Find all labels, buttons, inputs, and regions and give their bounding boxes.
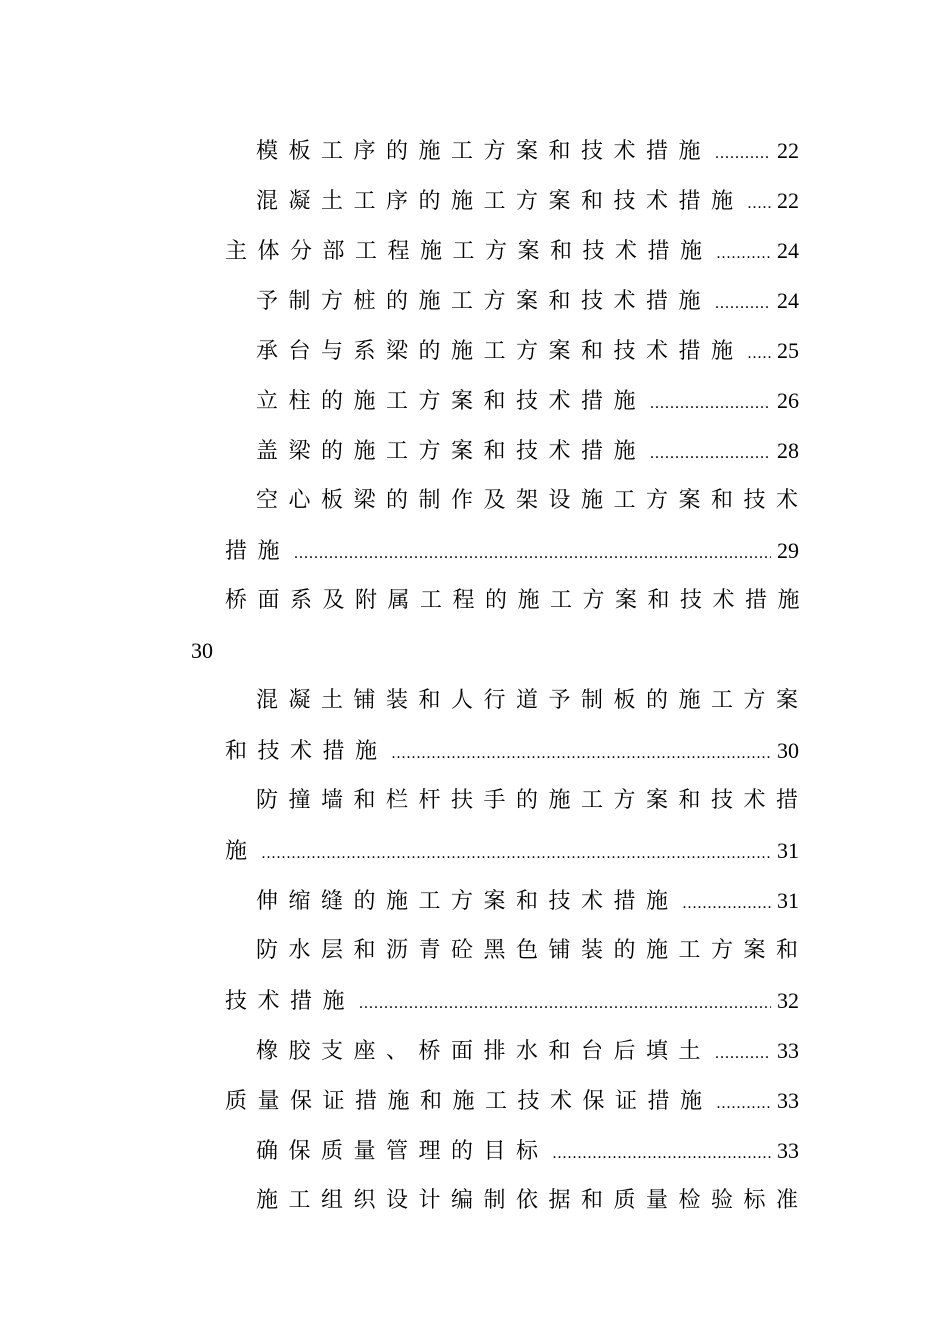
toc-entry-title: 盖梁的施工方案和技术措施 (256, 439, 647, 464)
dot-leader (392, 739, 771, 769)
toc-entry[interactable] (225, 1086, 799, 1116)
toc-entry-title: 橡胶支座、桥面排水和台后填土 (256, 1039, 712, 1064)
toc-page-number: 22 (777, 138, 799, 163)
toc-entry[interactable] (256, 336, 799, 366)
toc-entry-title: 立柱的施工方案和技术措施 (256, 389, 647, 414)
toc-entry-title-line1[interactable]: 空心板梁的制作及架设施工方案和技术 (256, 488, 809, 513)
toc-entry-title[interactable]: 桥面系及附属工程的施工方案和技术措施 (225, 588, 811, 613)
dot-leader (553, 1139, 771, 1169)
dot-leader (715, 1039, 771, 1069)
toc-entry-title: 质量保证措施和施工技术保证措施 (225, 1089, 713, 1114)
toc-page-number: 25 (777, 338, 799, 363)
toc-page-number: 31 (777, 838, 799, 863)
dot-leader (748, 189, 771, 219)
toc-entry-title-line1[interactable]: 防撞墙和栏杆扶手的施工方案和技术措 (256, 788, 809, 813)
dot-leader (359, 989, 771, 1019)
toc-page-number: 24 (777, 238, 799, 263)
toc-page-number: 32 (777, 988, 799, 1013)
toc-page-number: 31 (777, 888, 799, 913)
dot-leader (717, 239, 771, 269)
toc-entry-title-line2: 措施 (225, 539, 291, 564)
toc-page-number: 22 (777, 188, 799, 213)
toc-entry-title-line1[interactable]: 混凝土铺装和人行道予制板的施工方案 (256, 688, 809, 713)
toc-entry-title: 承台与系梁的施工方案和技术措施 (256, 339, 744, 364)
toc-entry-title: 混凝土工序的施工方案和技术措施 (256, 189, 744, 214)
dot-leader (683, 889, 771, 919)
toc-entry[interactable] (256, 1136, 799, 1166)
toc-page-number: 29 (777, 538, 799, 563)
toc-entry[interactable] (225, 236, 799, 266)
toc-page-number: 33 (777, 1088, 799, 1113)
dot-leader (715, 289, 771, 319)
toc-entry[interactable] (256, 286, 799, 316)
toc-entry[interactable] (225, 836, 799, 866)
dot-leader (717, 1089, 771, 1119)
toc-page-number: 28 (777, 438, 799, 463)
toc-entry[interactable] (225, 736, 799, 766)
toc-entry-title: 伸缩缝的施工方案和技术措施 (256, 889, 679, 914)
toc-entry-title: 模板工序的施工方案和技术措施 (256, 139, 712, 164)
toc-entry[interactable] (256, 1036, 799, 1066)
toc-page-number: 30 (777, 738, 799, 763)
toc-entry-title-line2: 技术措施 (225, 989, 356, 1014)
toc-entry[interactable] (256, 886, 799, 916)
dot-leader (294, 539, 771, 569)
toc-entry-title-line2: 施 (225, 839, 258, 864)
toc-entry[interactable] (256, 186, 799, 216)
dot-leader (748, 339, 771, 369)
dot-leader (262, 839, 771, 869)
toc-page-number: 26 (777, 388, 799, 413)
toc-entry-title-line1[interactable]: 施工组织设计编制依据和质量检验标准 (256, 1188, 809, 1213)
dot-leader (715, 139, 771, 169)
dot-leader (650, 439, 771, 469)
toc-entry-title-line1[interactable]: 防水层和沥青砼黑色铺装的施工方案和 (256, 938, 809, 963)
toc-page-number: 33 (777, 1138, 799, 1163)
toc-entry[interactable] (225, 536, 799, 566)
toc-entry-title: 确保质量管理的目标 (256, 1139, 549, 1164)
toc-entry[interactable] (256, 436, 799, 466)
toc-entry[interactable] (256, 386, 799, 416)
toc-entry-title-line2: 和技术措施 (225, 739, 388, 764)
dot-leader (650, 389, 771, 419)
toc-page-number: 33 (777, 1038, 799, 1063)
toc-entry-title: 予制方桩的施工方案和技术措施 (256, 289, 712, 314)
toc-entry[interactable] (256, 136, 799, 166)
toc-entry[interactable] (225, 986, 799, 1016)
toc-page-number: 24 (777, 288, 799, 313)
toc-page-number: 30 (191, 638, 213, 663)
toc-entry-title: 主体分部工程施工方案和技术措施 (225, 239, 713, 264)
